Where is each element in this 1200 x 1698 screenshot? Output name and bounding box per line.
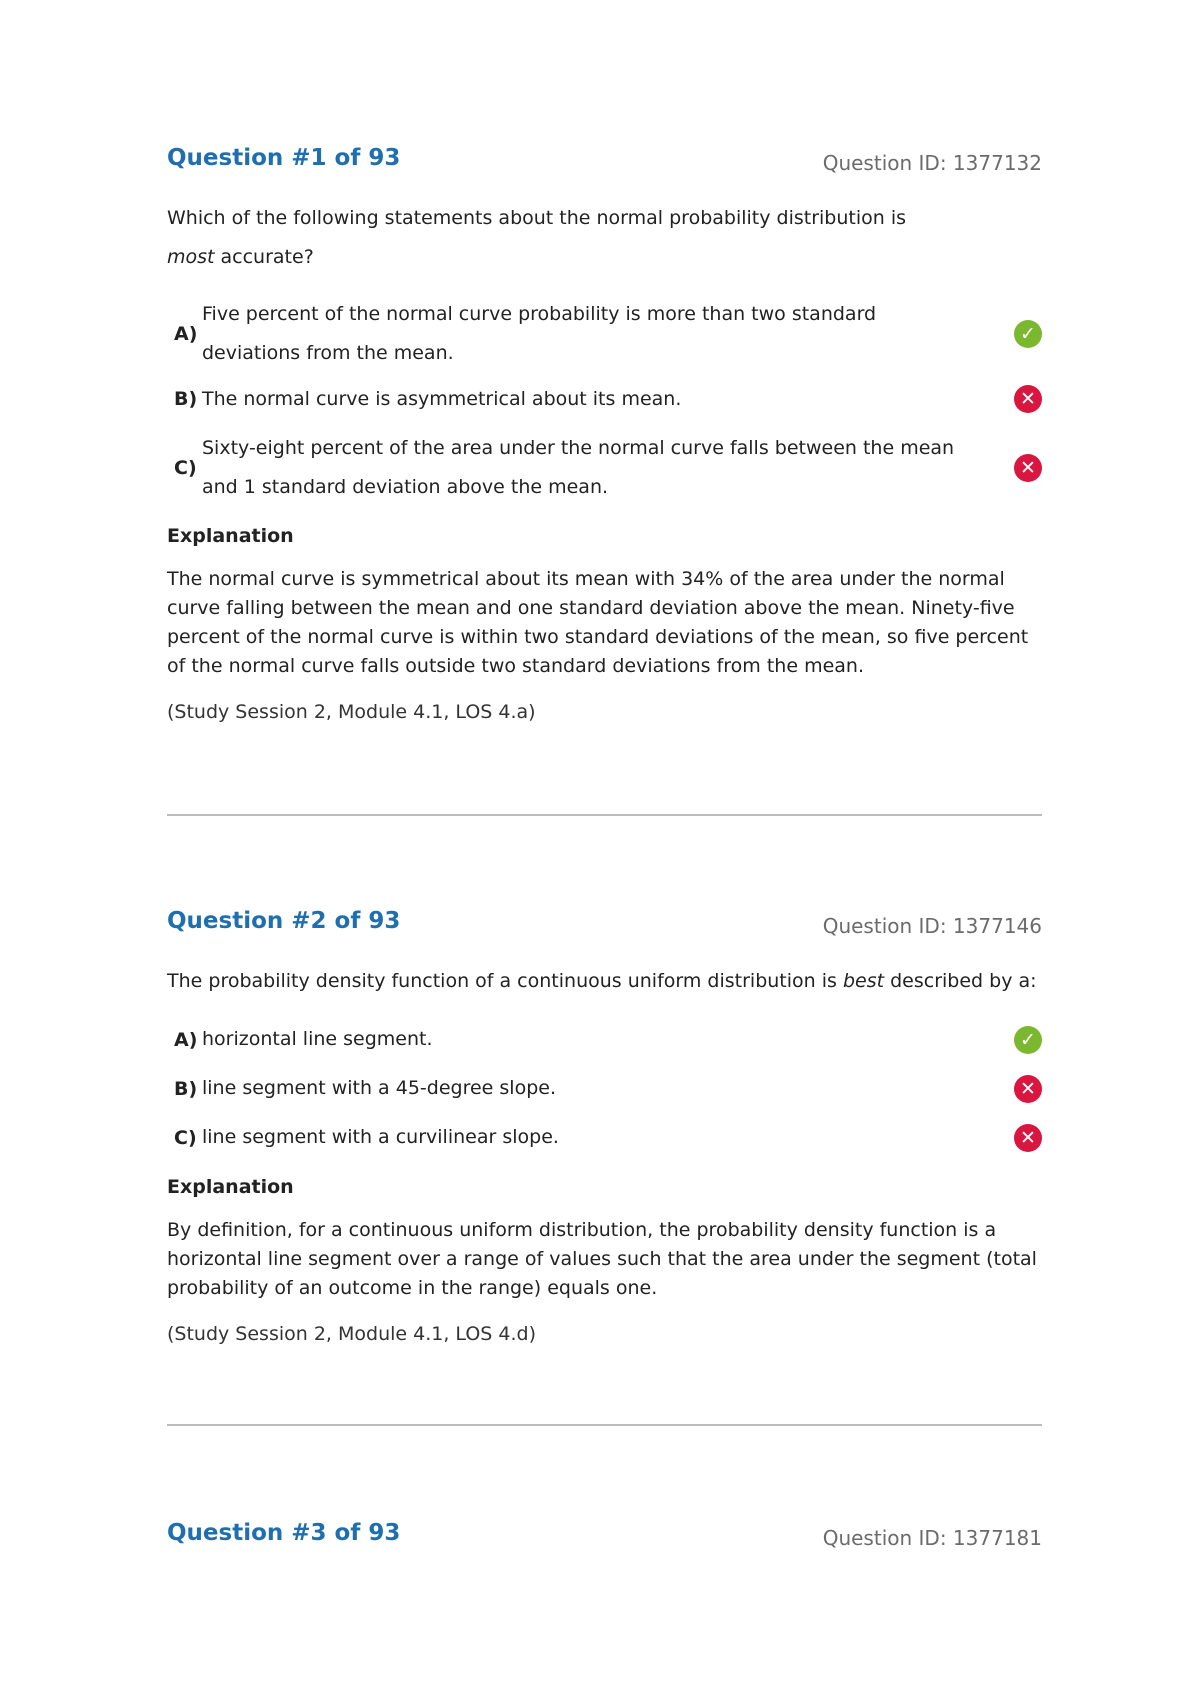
question-id: Question ID: 1377181: [822, 1526, 1042, 1550]
option-a[interactable]: [167, 295, 1042, 373]
x-circle-icon: ✕: [1014, 454, 1042, 482]
option-text: Five percent of the normal curve probability is more than two standard deviations from the mean.: [202, 303, 877, 364]
explanation-heading: Explanation: [167, 1176, 294, 1198]
x-circle-icon: ✕: [1014, 1075, 1042, 1103]
question-title: Question #3 of 93: [167, 1520, 401, 1546]
option-text: The normal curve is asymmetrical about its mean.: [202, 387, 682, 410]
check-circle-icon: ✓: [1014, 1026, 1042, 1054]
question-id: Question ID: 1377146: [822, 914, 1042, 938]
x-circle-icon: ✕: [1014, 385, 1042, 413]
option-text: Sixty-eight percent of the area under the normal curve falls between the mean and 1 standard deviation above the mean.: [202, 437, 955, 498]
reference: (Study Session 2, Module 4.1, LOS 4.a): [167, 701, 536, 723]
option-letter: B): [174, 388, 198, 410]
option-letter: A): [174, 1028, 198, 1051]
question-2: [167, 908, 1042, 1345]
question-stem: Which of the following statements about the normal probability distribution is most accurate?: [167, 207, 907, 268]
divider: [167, 814, 1042, 816]
question-1: [167, 145, 1042, 723]
option-b[interactable]: [167, 373, 1042, 425]
question-3: [167, 1520, 1042, 1560]
option-b[interactable]: [167, 1064, 1042, 1113]
answer-options: [167, 1015, 1042, 1162]
option-c[interactable]: [167, 1113, 1042, 1162]
question-header: [167, 1520, 1042, 1560]
question-header: [167, 908, 1042, 948]
question-header: [167, 145, 1042, 185]
option-text: horizontal line segment.: [202, 1028, 433, 1050]
option-letter: C): [174, 457, 197, 479]
x-circle-icon: ✕: [1014, 1124, 1042, 1152]
answer-options: [167, 295, 1042, 511]
divider: [167, 1424, 1042, 1426]
option-text: line segment with a curvilinear slope.: [202, 1126, 559, 1148]
reference: (Study Session 2, Module 4.1, LOS 4.d): [167, 1323, 536, 1345]
option-c[interactable]: [167, 425, 1042, 511]
option-a[interactable]: [167, 1015, 1042, 1064]
question-stem: The probability density function of a continuous uniform distribution is best described by a:: [167, 970, 1037, 992]
question-id: Question ID: 1377132: [822, 151, 1042, 175]
option-text: line segment with a 45-degree slope.: [202, 1077, 556, 1099]
explanation-text: The normal curve is symmetrical about its mean with 34% of the area under the normal curve falling between the mean and one standard deviation above the mean. Ninety-five percent of the normal curve is within two standard deviations of the mean, so five percent of the normal curve falls outside two standard deviations from the mean.: [167, 568, 1029, 677]
question-title: Question #2 of 93: [167, 908, 401, 934]
check-circle-icon: ✓: [1014, 320, 1042, 348]
question-title: Question #1 of 93: [167, 145, 401, 171]
option-letter: C): [174, 1126, 197, 1149]
option-letter: A): [174, 323, 198, 345]
option-letter: B): [174, 1077, 198, 1100]
explanation-heading: Explanation: [167, 525, 294, 547]
explanation-text: By definition, for a continuous uniform distribution, the probability density function is a horizontal line segment over a range of values such that the area under the segment (total probability of an outcome in the range) equals one.: [167, 1219, 1037, 1299]
